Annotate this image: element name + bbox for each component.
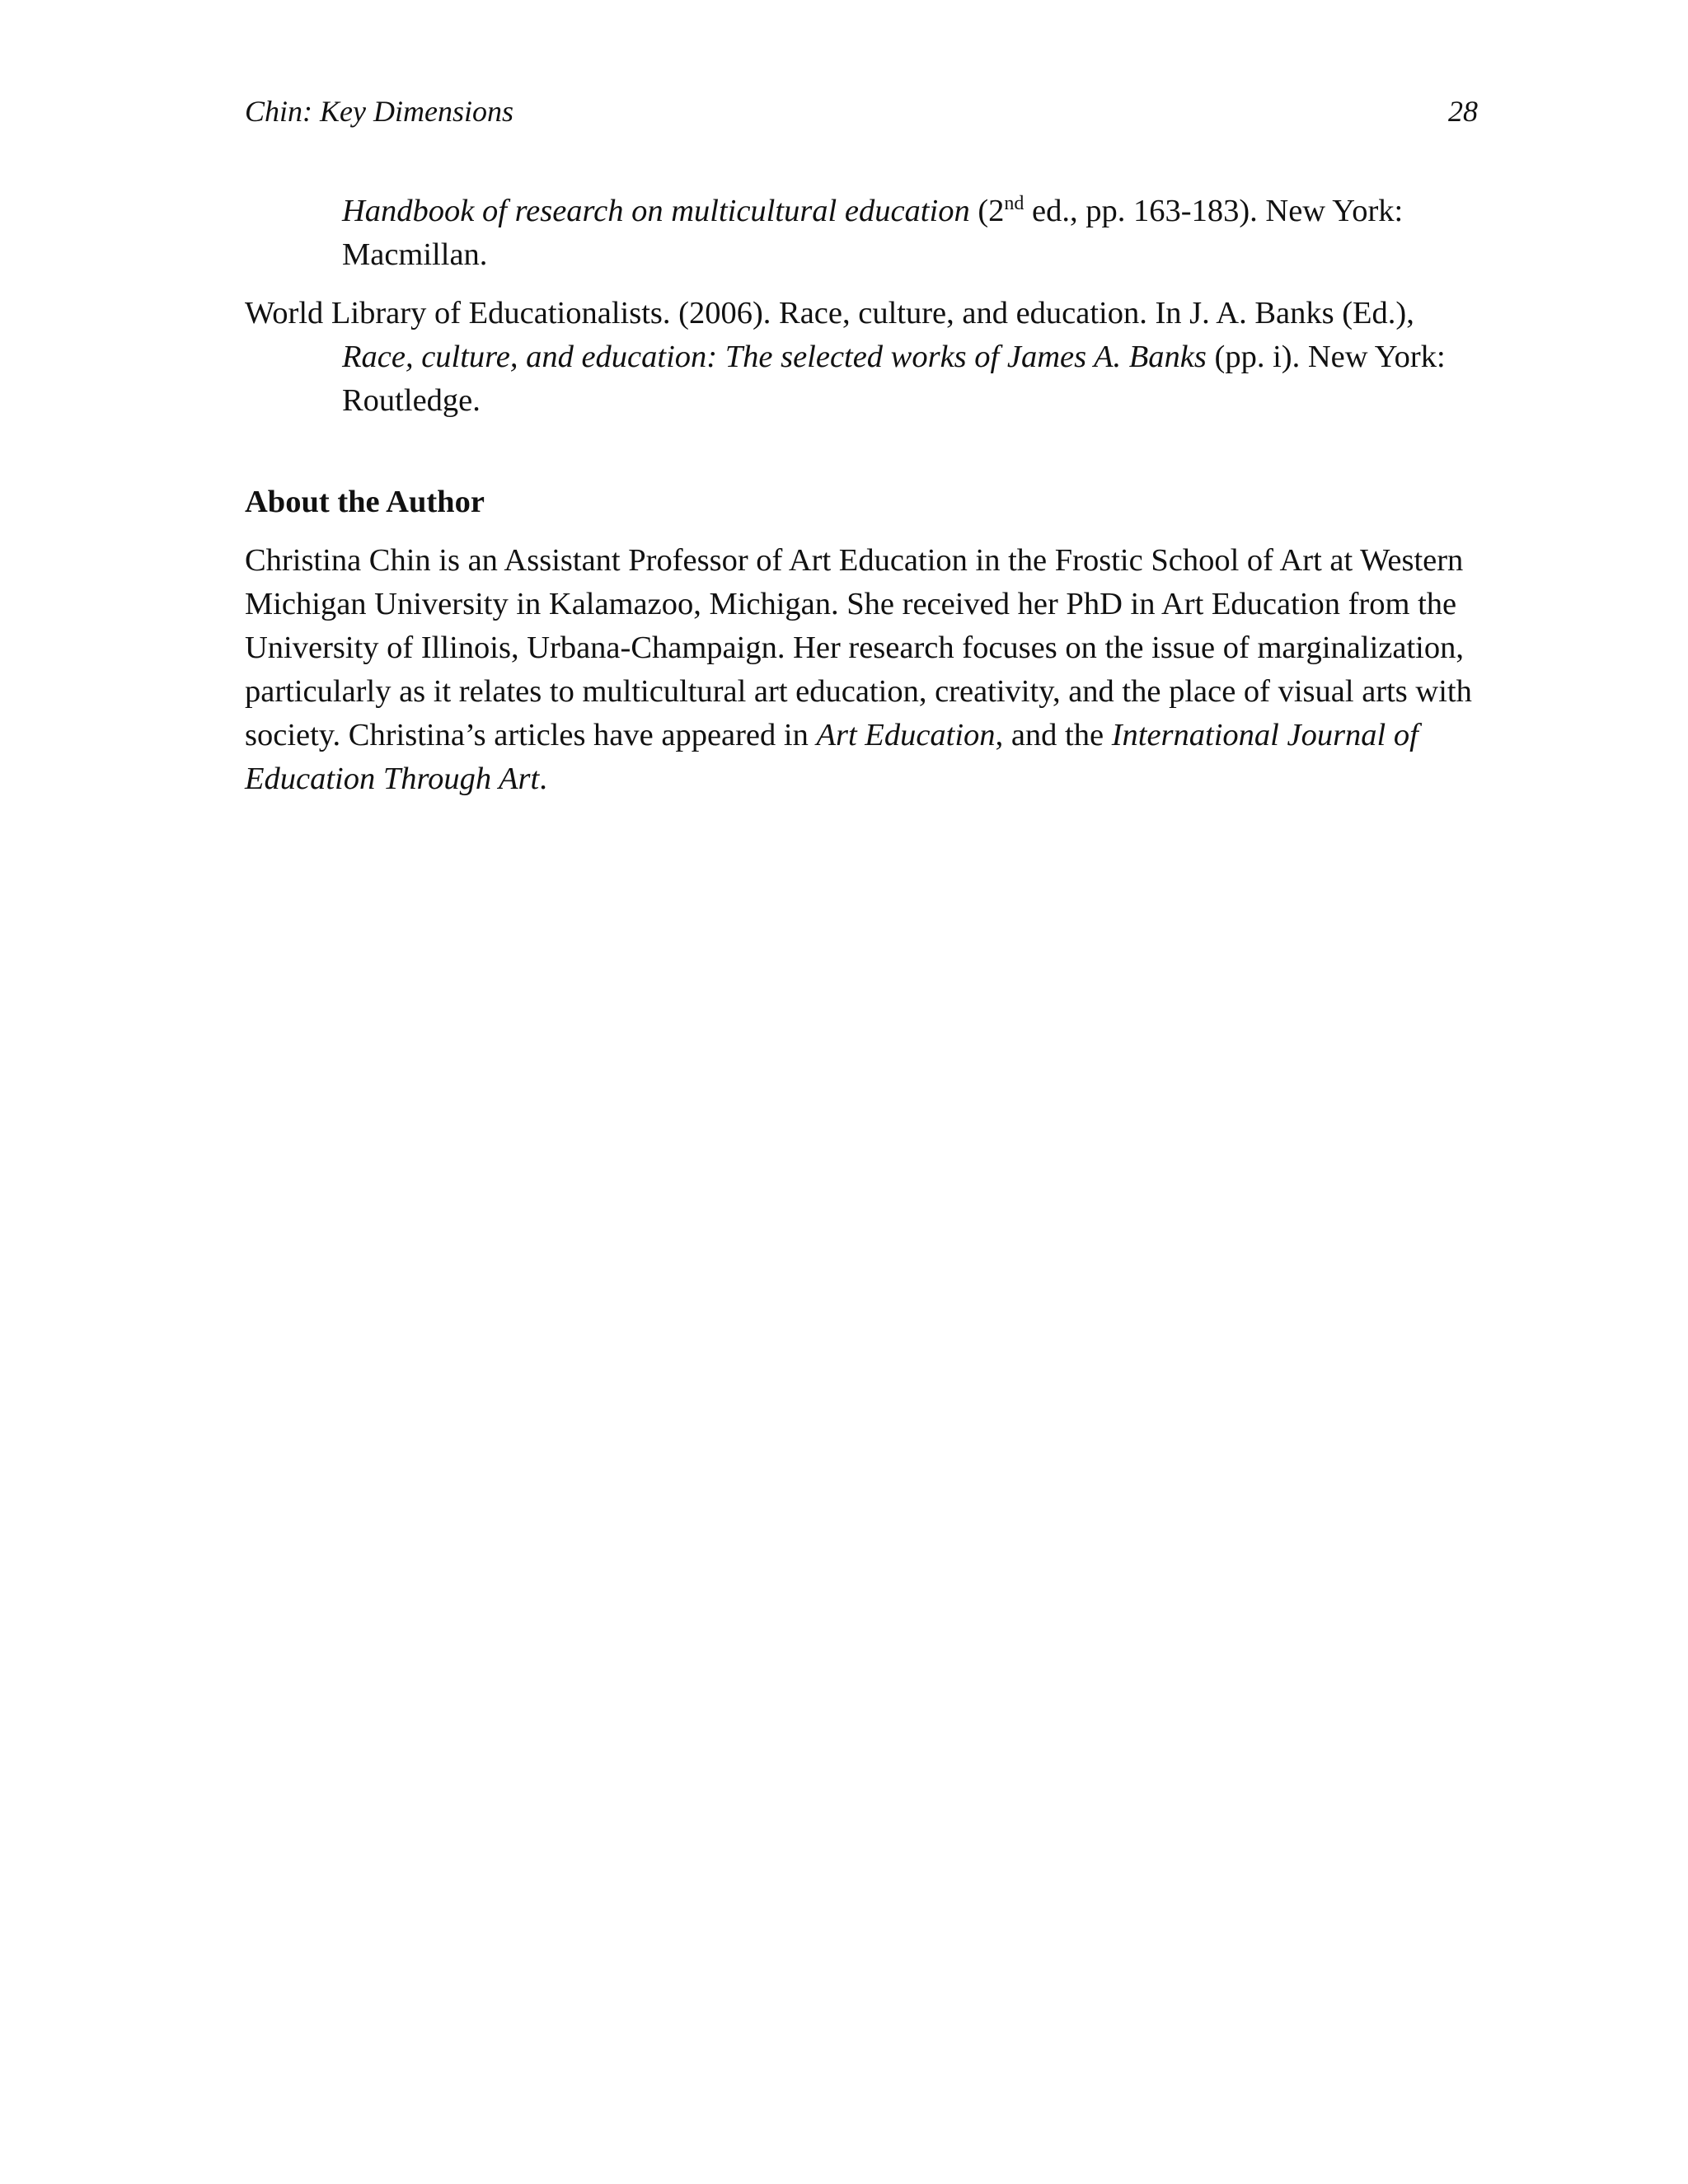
reference-continued — [245, 190, 1478, 277]
running-header — [245, 94, 1478, 135]
bio-text: , and the — [995, 718, 1112, 752]
bio-journal-title: International Journal of Education Through Art — [245, 718, 1418, 796]
page-content — [245, 190, 1478, 801]
reference-publication: (pp. i). New York: Routledge. — [342, 340, 1446, 418]
reference-world-library — [245, 292, 1478, 423]
reference-publication: ed., pp. 163-183). New York: Macmillan. — [342, 194, 1404, 272]
page-number: 28 — [1448, 95, 1478, 128]
reference-lead: World Library of Educationalists. (2006). Race, culture, and education. In J. A. Banks (Ed.), — [245, 296, 1414, 330]
bio-journal-title: Art Education — [816, 718, 996, 752]
edition-superscript: nd — [1004, 193, 1025, 215]
bio-text: . — [539, 762, 547, 796]
bio-text: Christina Chin is an Assistant Professor of Art Education in the Frostic School of Art at Western Michigan University in Kalamazoo, Michigan. She received her PhD in Art Education from the University of Illinois, Urbana-Champaign. Her research focuses on the issue of marginalization, particularly as it relates to multicultural art education, creativity, and the place of visual arts with society. Christina’s articles have appeared in — [245, 543, 1472, 752]
reference-book-title: Race, culture, and education: The selected works of James A. Banks — [342, 340, 1207, 374]
reference-book-title: Handbook of research on multicultural education — [342, 194, 970, 228]
reference-edition-open: (2 — [969, 194, 1005, 228]
running-title: Chin: Key Dimensions — [245, 95, 513, 128]
section-heading: About the Author — [245, 485, 485, 519]
author-bio — [245, 539, 1478, 801]
